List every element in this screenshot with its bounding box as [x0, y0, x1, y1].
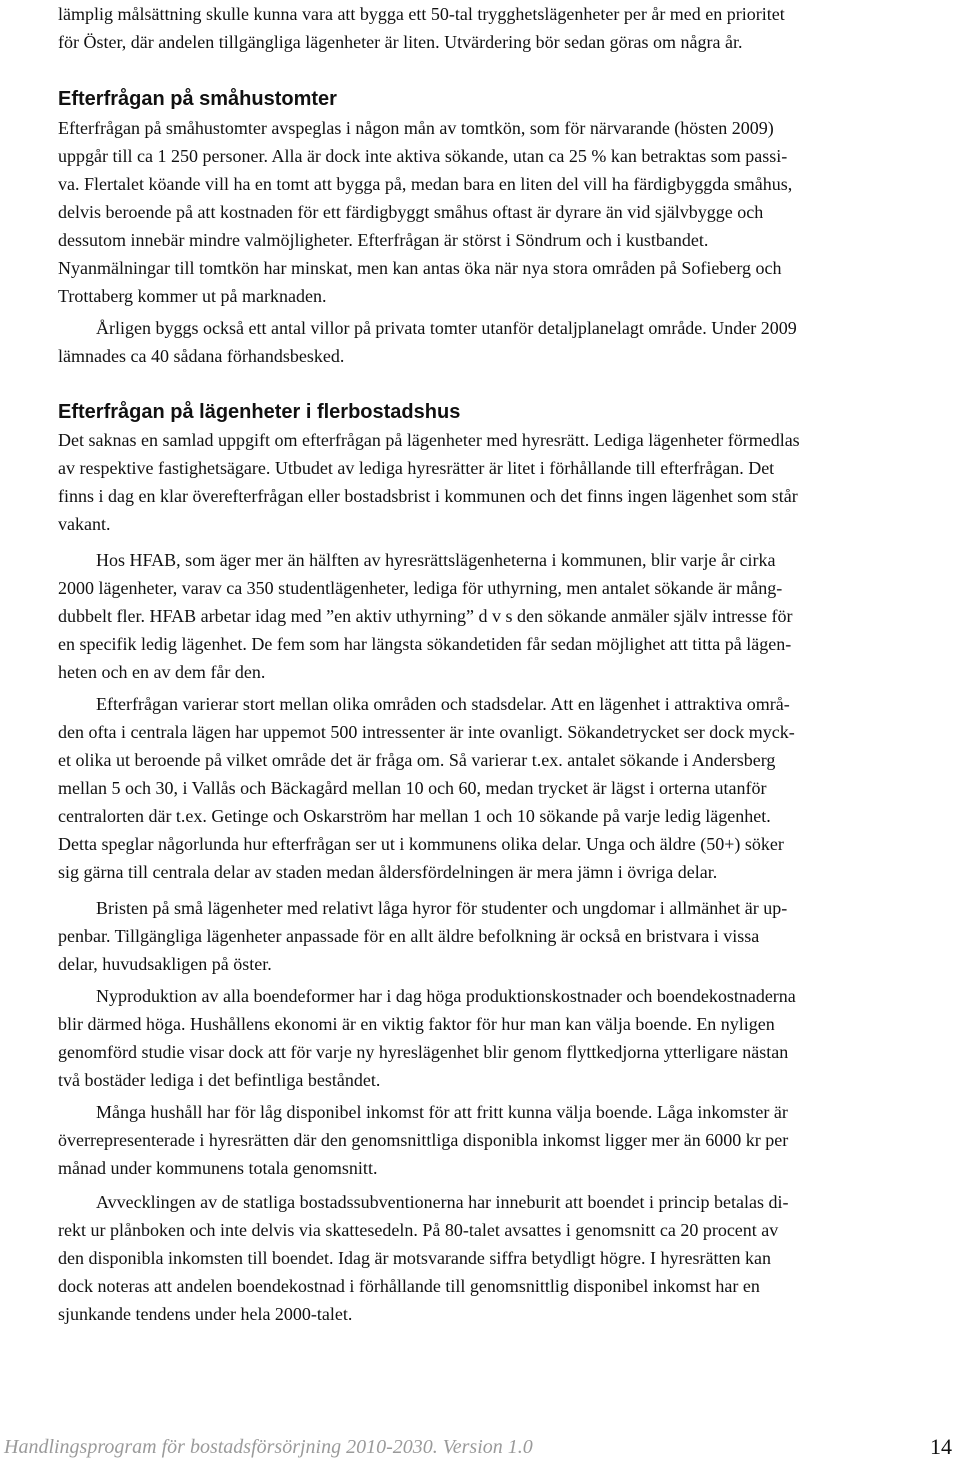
text-line: av respektive fastighetsägare. Utbudet av lediga hyresrätter är litet i förhållande till efterfrågan. Det — [58, 458, 775, 478]
text-line: lämnades ca 40 sådana förhandsbesked. — [58, 346, 345, 366]
text-line: Detta speglar någorlunda hur efterfrågan ser ut i kommunens olika delar. Unga och äldre (50+) söker — [58, 834, 784, 854]
text-line: blir därmed höga. Hushållens ekonomi är en viktig faktor för hur man kan välja boende. En nyligen — [58, 1014, 775, 1034]
text-line: Avvecklingen av de statliga bostadssubventionerna har inneburit att boendet i princip betalas di- — [96, 1192, 789, 1212]
text-line: Nyproduktion av alla boendeformer har i dag höga produktionskostnader och boendekostnaderna — [96, 986, 796, 1006]
text-line: vakant. — [58, 514, 111, 534]
footer-document-title: Handlingsprogram för bostadsförsörjning 2010-2030. Version 1.0 — [4, 1436, 533, 1458]
text-line: mellan 5 och 30, i Vallås och Bäckagård mellan 10 och 60, medan trycket är lägst i orterna utanför — [58, 778, 767, 798]
text-line: Nyanmälningar till tomtkön har minskat, men kan antas öka när nya stora områden på Sofieberg och — [58, 258, 782, 278]
text-line: heten och en av dem får den. — [58, 662, 266, 682]
text-line: Många hushåll har för låg disponibel inkomst för att fritt kunna välja boende. Låga inkomster är — [96, 1102, 788, 1122]
text-line: centralorten där t.ex. Getinge och Oskarström har mellan 1 och 10 sökande på varje ledig lägenhet. — [58, 806, 771, 826]
text-line: penbar. Tillgängliga lägenheter anpassade för en allt äldre befolkning är också en bristvara i vissa — [58, 926, 760, 946]
text-line: dubbelt fler. HFAB arbetar idag med ”en aktiv uthyrning” d v s den sökande anmäler själv intresse för — [58, 606, 793, 626]
text-line: sjunkande tendens under hela 2000-talet. — [58, 1304, 353, 1324]
text-line: et olika ut beroende på vilket område det är fråga om. Så varierar t.ex. antalet sökande i Andersberg — [58, 750, 776, 770]
text-line: den ofta i centrala lägen har uppemot 500 intressenter är inte ovanligt. Sökandetrycket ser dock myck- — [58, 722, 795, 742]
text-line: den disponibla inkomsten till boendet. Idag är motsvarande siffra betydligt högre. I hyresrätten kan — [58, 1248, 771, 1268]
text-line: dessutom innebär mindre valmöjligheter. Efterfrågan är störst i Söndrum och i kustbandet. — [58, 230, 709, 250]
text-line: för Öster, där andelen tillgängliga lägenheter är liten. Utvärdering bör sedan göras om några år. — [58, 32, 743, 52]
text-line: dock noteras att andelen boendekostnad i förhållande till genomsnittlig disponibel inkomst har en — [58, 1276, 760, 1296]
text-line: 2000 lägenheter, varav ca 350 studentlägenheter, lediga för uthyrning, men antalet sökande är mång- — [58, 578, 783, 598]
text-line: Efterfrågan på småhustomter avspeglas i någon mån av tomtkön, som för närvarande (hösten 2009) — [58, 118, 774, 138]
text-line: rekt ur plånboken och inte delvis via skattesedeln. På 80-talet avsattes i genomsnitt ca 20 procent av — [58, 1220, 779, 1240]
text-line: en specifik ledig lägenhet. De fem som har längsta sökandetiden får sedan möjlighet att titta på lägen- — [58, 634, 792, 654]
text-line: Bristen på små lägenheter med relativt låga hyror för studenter och ungdomar i allmänhet är up- — [96, 898, 788, 918]
text-line: två bostäder lediga i det befintliga beståndet. — [58, 1070, 381, 1090]
text-line: lämplig målsättning skulle kunna vara att bygga ett 50-tal trygghetslägenheter per år med en prioritet — [58, 4, 785, 24]
text-line: Hos HFAB, som äger mer än hälften av hyresrättslägenheterna i kommunen, blir varje år cirka — [96, 550, 776, 570]
text-line: delar, huvudsakligen på öster. — [58, 954, 272, 974]
text-line: sig gärna till centrala delar av staden medan åldersfördelningen är mera jämn i övriga delar. — [58, 862, 718, 882]
page-number: 14 — [930, 1434, 952, 1459]
text-line: va. Flertalet köande vill ha en tomt att bygga på, medan bara en liten del vill ha färdigbyggda småhus, — [58, 174, 793, 194]
section-heading: Efterfrågan på lägenheter i flerbostadshus — [58, 401, 461, 423]
text-line: uppgår till ca 1 250 personer. Alla är dock inte aktiva sökande, utan ca 25 % kan betraktas som passi- — [58, 146, 788, 166]
text-line: överrepresenterade i hyresrätten där den genomsnittliga disponibla inkomst ligger mer än 6000 kr per — [58, 1130, 789, 1150]
text-line: Årligen byggs också ett antal villor på privata tomter utanför detaljplanelagt område. Under 2009 — [96, 318, 797, 338]
text-line: månad under kommunens totala genomsnitt. — [58, 1158, 378, 1178]
section-heading: Efterfrågan på småhustomter — [58, 88, 337, 110]
text-line: genomförd studie visar dock att för varje ny hyreslägenhet blir genom flyttkedjorna ytterligare nästan — [58, 1042, 789, 1062]
text-line: Trottaberg kommer ut på marknaden. — [58, 286, 327, 306]
text-line: finns i dag en klar överefterfrågan eller bostadsbrist i kommunen och det finns ingen lägenhet som står — [58, 486, 798, 506]
text-line: Efterfrågan varierar stort mellan olika områden och stadsdelar. Att en lägenhet i attraktiva områ- — [96, 694, 790, 714]
text-line: delvis beroende på att kostnaden för ett färdigbyggt småhus oftast är dyrare än vid självbygge och — [58, 202, 764, 222]
text-line: Det saknas en samlad uppgift om efterfrågan på lägenheter med hyresrätt. Lediga lägenheter förmedlas — [58, 430, 800, 450]
